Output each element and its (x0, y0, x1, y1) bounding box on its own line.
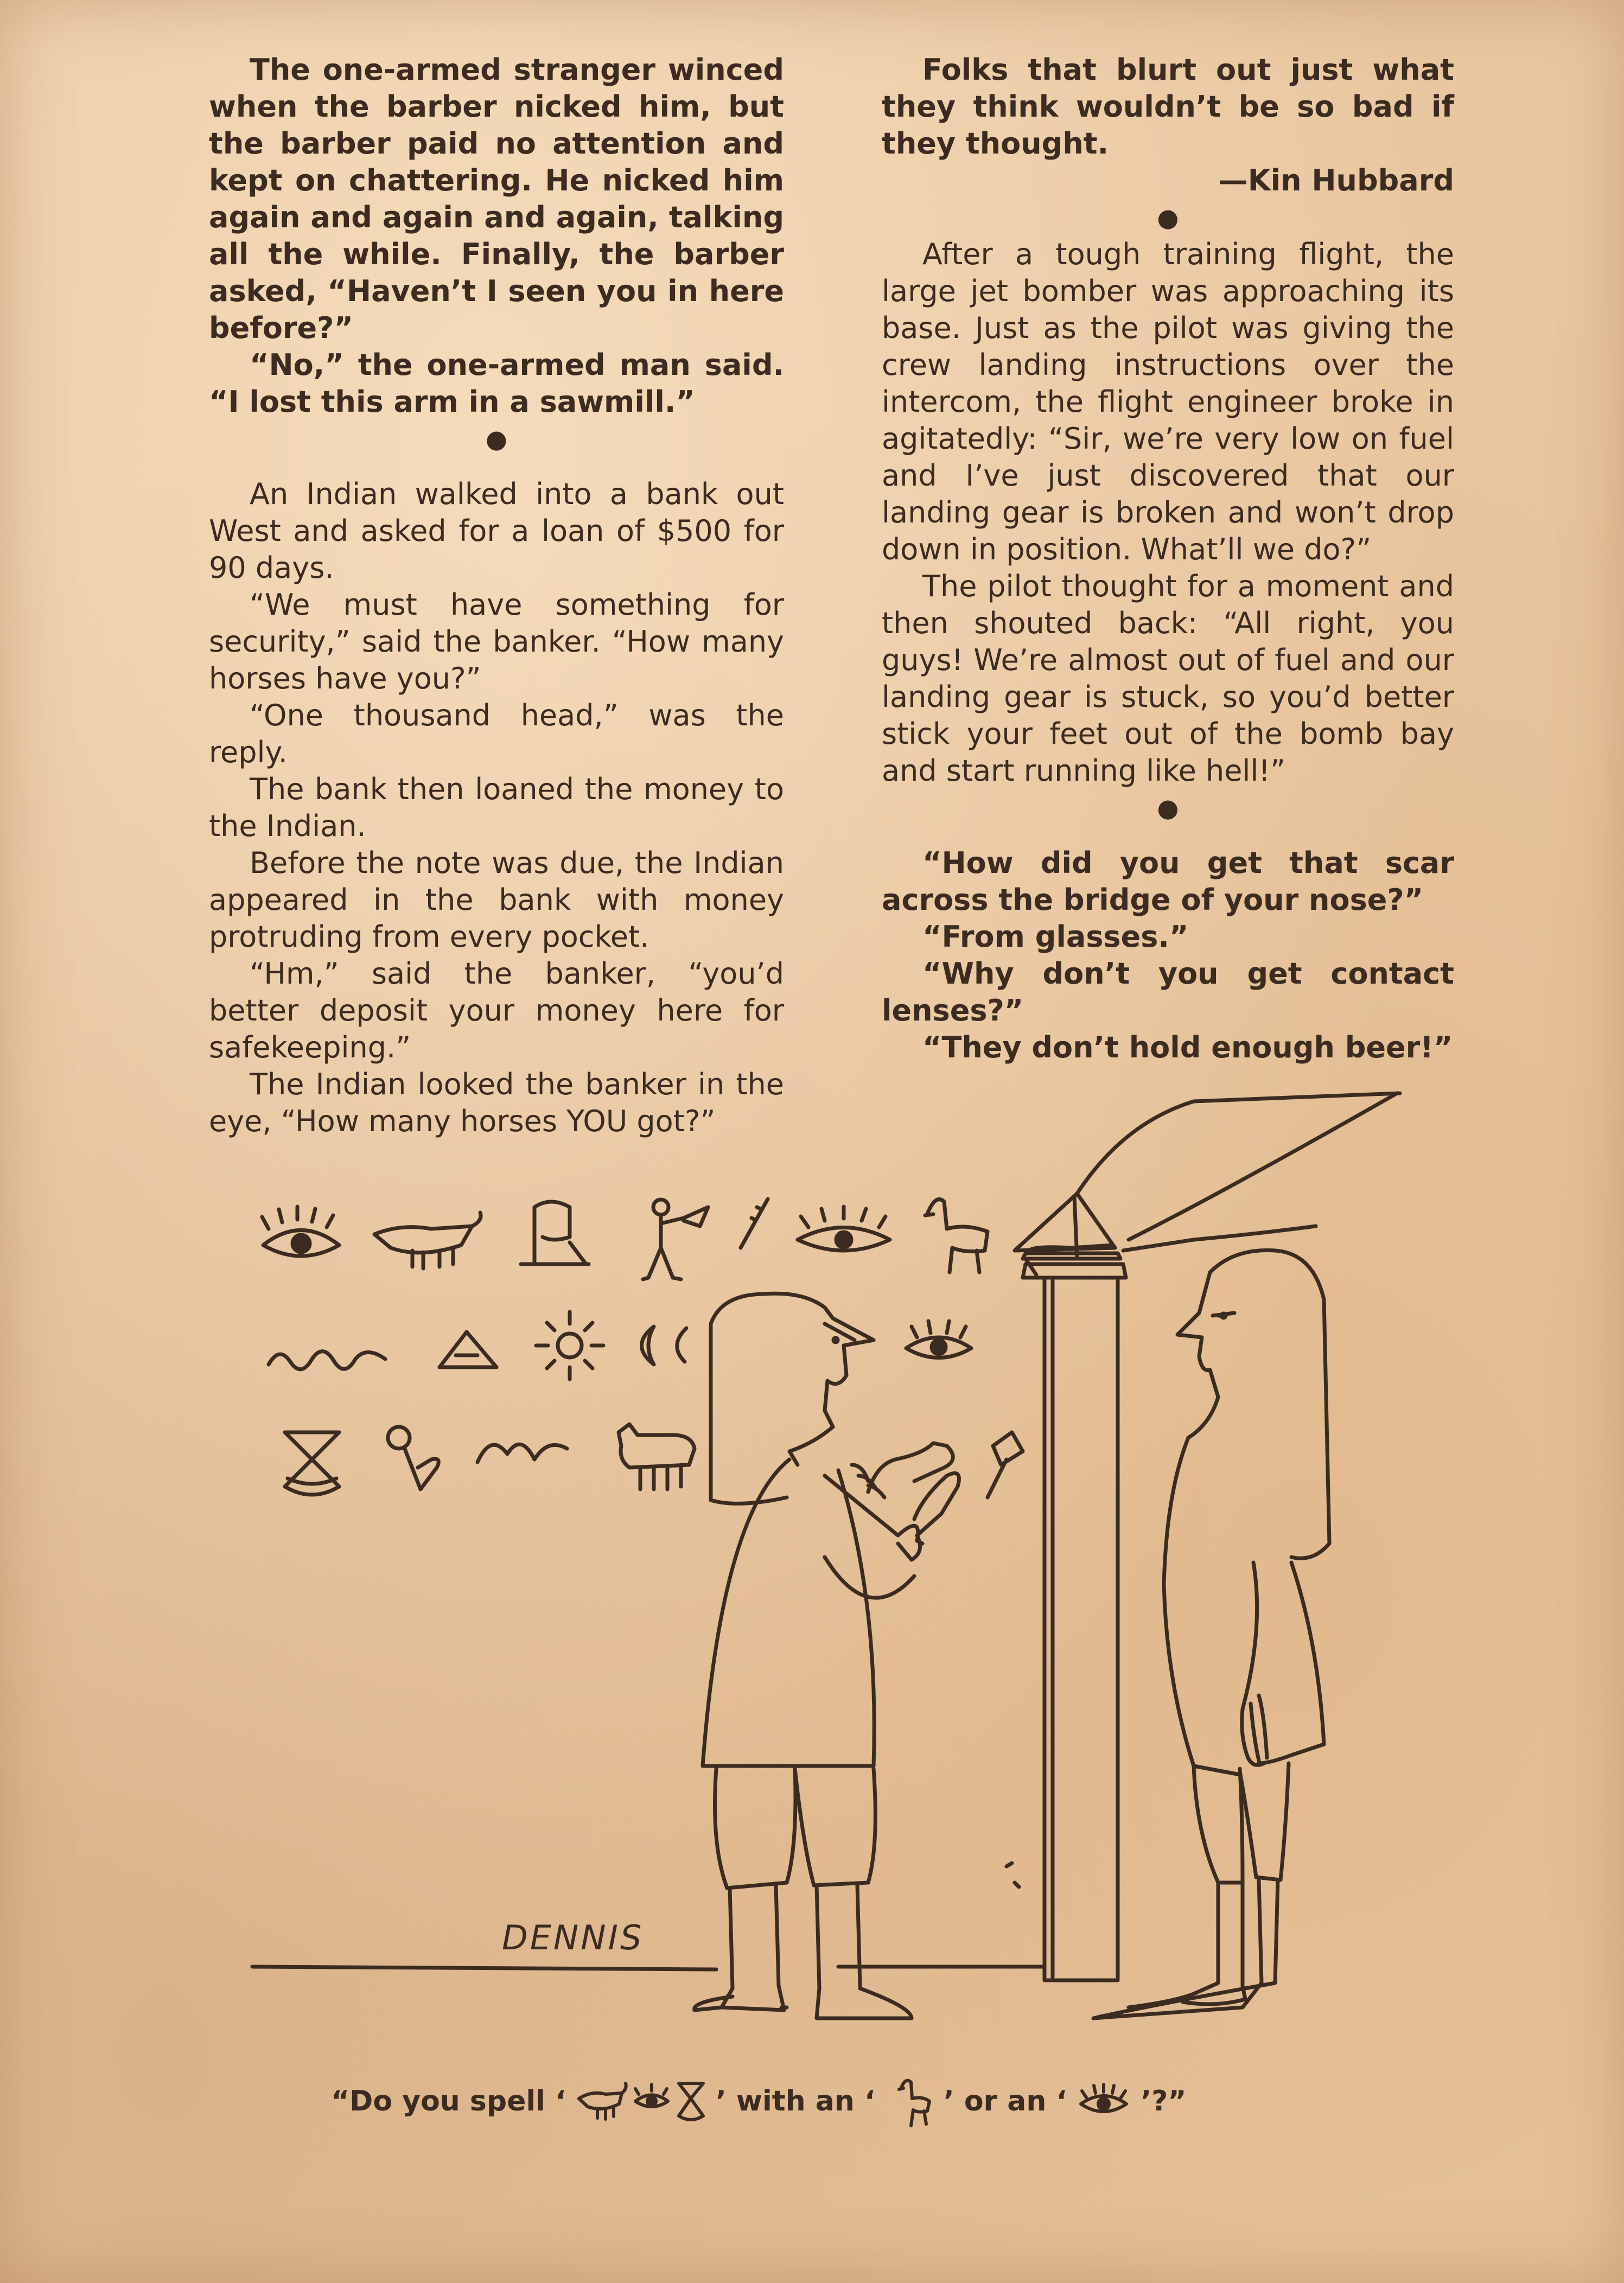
stone-carver-figure (695, 1293, 1023, 2018)
caption-part-1: “Do you spell ‘ (331, 2085, 566, 2118)
onlooker-figure (1093, 1251, 1329, 2019)
water-wave-glyph-icon (269, 1351, 385, 1369)
indian-joke-paragraph-4: The bank then loaned the money to the Indian. (209, 772, 784, 843)
triangle-glyph-icon (440, 1332, 496, 1367)
separator-bullet: ● (485, 424, 508, 454)
scar-joke-paragraph-3: “Why don’t you get contact lenses?” (882, 956, 1454, 1028)
caption-part-3: ’ or an ‘ (943, 2085, 1067, 2118)
indian-joke-paragraph-2: “We must have something for security,” said the banker. “How many horses have you?” (209, 588, 784, 696)
hubbard-quote-text: Folks that blurt out just what they think wouldn’t be so bad if they thought. (882, 53, 1454, 161)
indian-joke-paragraph-3: “One thousand head,” was the reply. (209, 698, 784, 769)
caption-ibis-glyph-icon (885, 2074, 934, 2128)
bomber-joke-paragraph-2: The pilot thought for a moment and then shouted back: “All right, you guys! We’re almost out of fuel and our landing gear is stuck, so you’d better stick your feet out of the bomb bay and start running like hell!” (882, 569, 1454, 788)
scar-joke-paragraph-2: “From glasses.” (922, 920, 1189, 954)
caption-part-2: ’ with an ‘ (716, 2085, 875, 2118)
scar-joke-paragraph-1: “How did you get that scar across the bridge of your nose?” (882, 846, 1454, 917)
eye-glyph-icon (906, 1321, 971, 1358)
bull-glyph-icon (374, 1213, 481, 1268)
hubbard-quote-author: —Kin Hubbard (1218, 163, 1454, 197)
scar-joke-paragraph-4: “They don’t hold enough beer!” (922, 1030, 1453, 1064)
cow-glyph-icon (619, 1424, 695, 1489)
moon-glyph-icon (642, 1327, 687, 1364)
lion-glyph-icon (521, 1202, 589, 1264)
sun-glyph-icon (536, 1312, 603, 1379)
slash-glyph-icon (741, 1199, 768, 1248)
separator-bullet: ● (1157, 793, 1179, 822)
indian-joke-paragraph-6: “Hm,” said the banker, “you’d better deposit your money here for safekeeping.” (209, 956, 784, 1064)
indian-joke-paragraph-5: Before the note was due, the Indian appeared in the bank with money protruding from every pocket. (209, 846, 784, 954)
caption-part-4: ’?” (1141, 2085, 1187, 2118)
artist-signature: DENNIS (502, 1918, 644, 1957)
indian-joke-paragraph-1: An Indian walked into a bank out West and asked for a loan of $500 for 90 days. (209, 477, 784, 585)
indian-joke-paragraph-7: The Indian looked the banker in the eye, “How many horses YOU got?” (209, 1067, 784, 1138)
caption-eye-glyph-icon (1077, 2077, 1131, 2126)
bird-glyph-icon (388, 1427, 438, 1489)
bomber-joke-paragraph-1: After a tough training flight, the large jet bomber was approaching its base. Just as the pilot was giving the crew landing instructions over the intercom, the flight engineer broke in agitatedly: “Sir, we’re very low on fuel and I’ve just discovered that our landing gear is broken and won’t drop down in position. What’ll we do?” (882, 237, 1454, 566)
barber-joke-paragraph-1: The one-armed stranger winced when the barber nicked him, but the barber paid no attention and kept on chattering. He nicked him again and again and again, talking all the while. Finally, the barber asked, “Haven’t I seen you in here before?” (209, 53, 784, 345)
ibis-glyph-icon (925, 1200, 988, 1273)
ground-line (252, 1967, 1045, 1969)
person-glyph-icon (643, 1200, 708, 1279)
eye-glyph-icon (798, 1207, 890, 1251)
barber-joke-paragraph-2: “No,” the one-armed man said. “I lost this arm in a sawmill.” (209, 348, 784, 419)
cartoon-caption (331, 2067, 1308, 2132)
hourglass-glyph-icon (285, 1432, 339, 1495)
caption-glyph-word-icon (576, 2077, 706, 2126)
separator-bullet: ● (1157, 203, 1179, 232)
eye-glyph-icon (262, 1207, 339, 1256)
mountain-glyph-icon (477, 1444, 567, 1462)
